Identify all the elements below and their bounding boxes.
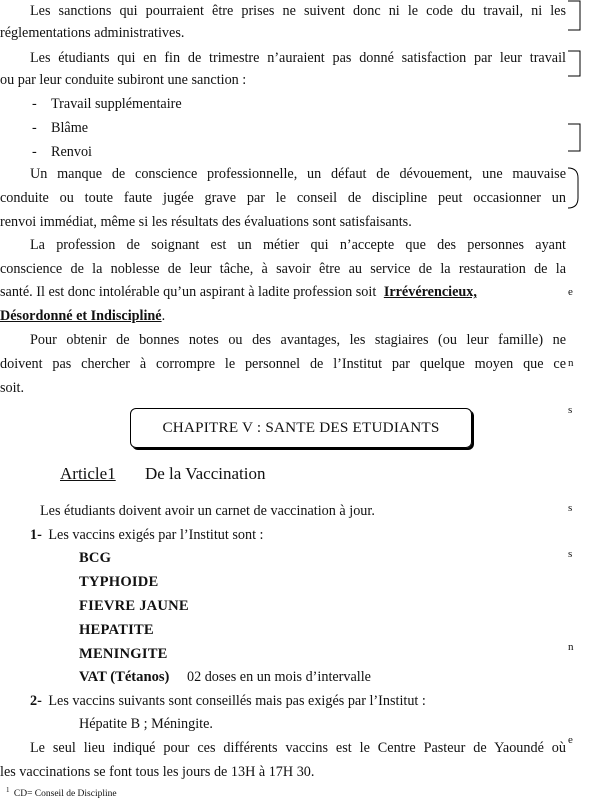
margin-bracket-3 [568,124,580,151]
list-bullet: - [32,144,37,160]
item-2-text: Les vaccins suivants sont conseillés mais pas exigés par l’Institut : [48,693,426,709]
article-heading [60,464,265,484]
paragraph-3-line-2: conduite ou toute faute jugée grave par le conseil de discipline peut occasionner un [0,190,566,206]
closing-line-1: Le seul lieu indiqué pour ces différents vaccins est le Centre Pasteur de Yaoundé où [30,740,566,756]
list-item: Travail supplémentaire [51,96,182,112]
margin-bracket-2 [568,51,580,76]
footnote [6,784,117,800]
paragraph-5-line-3: soit. [0,380,25,396]
vat-detail: 02 doses en un mois d’intervalle [186,669,371,685]
margin-bracket-4 [568,168,578,208]
item-1-number: 1- [30,527,42,543]
margin-letter: e [568,734,573,746]
item-2 [30,692,426,710]
emphasis-desordonne: Désordonné et Indiscipliné [0,308,162,324]
margin-letter: n [568,641,574,653]
margin-bracket-1 [568,1,580,30]
margin-brackets [560,0,600,215]
article-title: De la Vaccination [144,464,266,483]
vaccine-item-vat [79,668,371,686]
vaccine-item: BCG [79,550,112,566]
paragraph-4-line-4: Désordonné et Indiscipliné. [0,308,166,324]
chapter-title: CHAPITRE V : SANTE DES ETUDIANTS [162,419,440,436]
paragraph-5-line-1: Pour obtenir de bonnes notes ou des avantages, les stagiaires (ou leur famille) ne [30,332,566,348]
article-label: Article1 [60,464,116,483]
chapter-title-box [130,408,472,448]
margin-letter: e [568,286,573,298]
paragraph-2-line-1: Les étudiants qui en fin de trimestre n’auraient pas donné satisfaction par leur travail [30,50,566,66]
vaccine-item: MENINGITE [79,646,168,662]
vaccine-item: TYPHOIDE [79,574,159,590]
list-item: Renvoi [51,144,92,160]
paragraph-4-line-3: santé. Il est donc intolérable qu’un aspirant à ladite profession soit Irrévérencieux, [0,284,477,300]
list-item: Blâme [51,120,89,136]
vat-name: VAT (Tétanos) [79,669,170,685]
paragraph-2-line-2: ou par leur conduite subiront une sanction : [0,72,247,88]
recommended-vaccines: Hépatite B ; Méningite. [79,716,213,732]
paragraph-4-line-1: La profession de soignant est un métier qui n’accepte que des personnes ayant [30,237,566,253]
item-2-number: 2- [30,693,42,709]
item-1 [30,526,264,544]
margin-letter: s [568,548,573,560]
footnote-mark: 1 [6,786,10,794]
list-bullet: - [32,96,37,112]
paragraph-1-line-1: Les sanctions qui pourraient être prises ne suivent donc ni le code du travail, ni les [30,3,566,19]
paragraph-3-line-1: Un manque de conscience professionnelle, un défaut de dévouement, une mauvaise [30,166,566,182]
closing-line-2: les vaccinations se font tous les jours de 13H à 17H 30. [0,764,315,780]
list-bullet: - [32,120,37,136]
paragraph-3-line-3: renvoi immédiat, même si les résultats des évaluations sont satisfaisants. [0,214,412,230]
vaccine-item: HEPATITE [79,622,154,638]
item-1-text: Les vaccins exigés par l’Institut sont : [48,527,264,543]
footnote-text: CD= Conseil de Discipline [13,789,117,800]
emphasis-irreverencieux: Irrévérencieux, [383,284,477,300]
margin-letter: s [568,404,573,416]
vaccination-intro: Les étudiants doivent avoir un carnet de vaccination à jour. [40,503,375,519]
margin-letter: n [568,357,574,369]
paragraph-5-line-2: doivent pas chercher à corrompre le personnel de l’Institut par quelque moyen que ce [0,356,566,372]
margin-letter: s [568,502,573,514]
vaccine-item: FIEVRE JAUNE [79,598,189,614]
paragraph-1-line-2: réglementations administratives. [0,25,185,41]
paragraph-4-line-2: conscience de la noblesse de leur tâche, à savoir être au service de la restauration de la [0,261,566,277]
